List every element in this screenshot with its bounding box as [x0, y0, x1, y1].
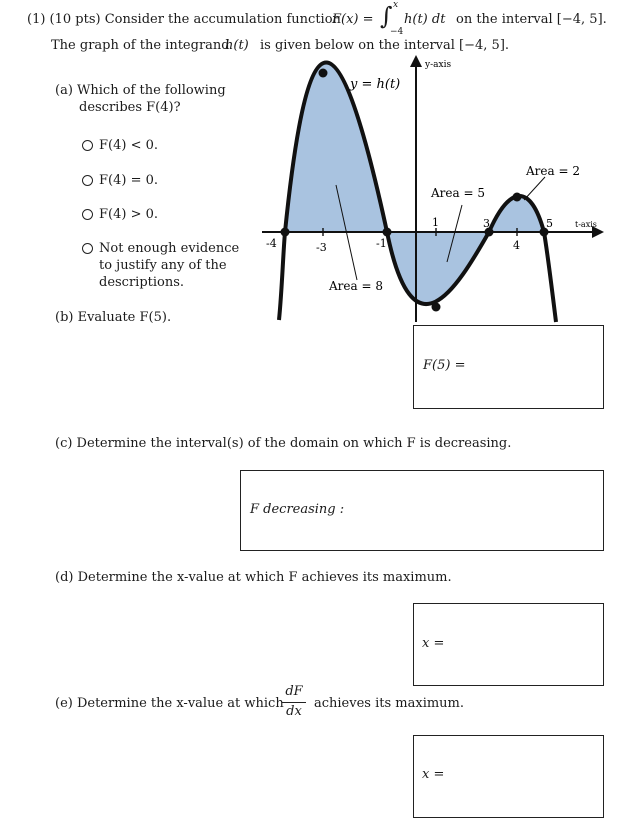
- part-e-answer-box[interactable]: [413, 735, 604, 818]
- area-label-left: Area = 8: [329, 279, 383, 293]
- integrand-graph: [0, 0, 633, 340]
- y-axis-arrow: [410, 55, 422, 67]
- curve-label: y = h(t): [350, 77, 401, 92]
- x-axis-label: t-axis: [575, 220, 597, 229]
- fraction-denominator: dx: [286, 704, 302, 719]
- part-b-answer-box[interactable]: [413, 325, 604, 409]
- option-not-enough-evidence-line2: to justify any of the: [99, 258, 227, 273]
- part-d-question: (d) Determine the x-value at which F achieves its maximum.: [55, 570, 452, 585]
- part-a-question-line2: describes F(4)?: [79, 100, 181, 115]
- option-f4-negative-label[interactable]: F(4) < 0.: [99, 138, 158, 153]
- option-f4-positive-label[interactable]: F(4) > 0.: [99, 207, 158, 222]
- part-d-answer-box[interactable]: [413, 603, 604, 686]
- tick-label-4: 4: [513, 239, 520, 252]
- problem-header: (1) (10 pts) Consider the accumulation function: [27, 12, 341, 27]
- point-max-right: [513, 193, 522, 202]
- part-e-question-end: achieves its maximum.: [314, 696, 465, 711]
- integral-lower-limit: −4: [390, 27, 404, 37]
- point-min-middle: [432, 303, 441, 312]
- graph-intro-interval: is given below on the interval [−4, 5].: [260, 38, 510, 53]
- function-definition: F(x) =: [332, 12, 374, 27]
- tick-label-neg1: -1: [376, 237, 387, 250]
- graph-intro: The graph of the integrand: [51, 38, 230, 53]
- part-e-box-label: x =: [422, 767, 445, 782]
- integrand: h(t) dt: [404, 12, 446, 27]
- part-c-answer-box[interactable]: [240, 470, 604, 551]
- fraction-bar: [282, 702, 306, 703]
- area-label-right: Area = 2: [526, 164, 580, 178]
- tick-label-5: 5: [546, 217, 553, 230]
- area-region-middle: [387, 232, 489, 304]
- point-root-neg4: [281, 228, 290, 237]
- point-root-neg1: [383, 228, 392, 237]
- integral-upper-limit: x: [393, 0, 399, 10]
- tick-label-neg3: -3: [316, 241, 327, 254]
- part-e-question: (e) Determine the x-value at which: [55, 696, 284, 711]
- part-a-question: (a) Which of the following: [55, 83, 226, 98]
- tick-label-3: 3: [483, 217, 490, 230]
- part-c-question: (c) Determine the interval(s) of the domain on which F is decreasing.: [55, 436, 512, 451]
- part-b-question: (b) Evaluate F(5).: [55, 310, 172, 325]
- area-label-middle: Area = 5: [431, 186, 485, 200]
- interval-text: on the interval [−4, 5].: [456, 12, 607, 27]
- part-d-box-label: x =: [422, 636, 445, 651]
- point-max-left: [319, 69, 328, 78]
- tick-label-neg4: -4: [266, 237, 277, 250]
- option-f4-zero-label[interactable]: F(4) = 0.: [99, 173, 158, 188]
- option-not-enough-evidence-label[interactable]: Not enough evidence: [99, 241, 240, 256]
- option-not-enough-evidence-line3: descriptions.: [99, 275, 185, 290]
- y-axis-label: y-axis: [425, 60, 452, 70]
- tick-label-1: 1: [432, 216, 439, 229]
- part-c-box-label: F decreasing :: [250, 502, 345, 517]
- integral-sign: ∫: [380, 2, 393, 30]
- part-b-box-label: F(5) =: [423, 358, 466, 373]
- fraction-numerator: dF: [285, 684, 303, 699]
- graph-intro-function: h(t): [225, 38, 249, 53]
